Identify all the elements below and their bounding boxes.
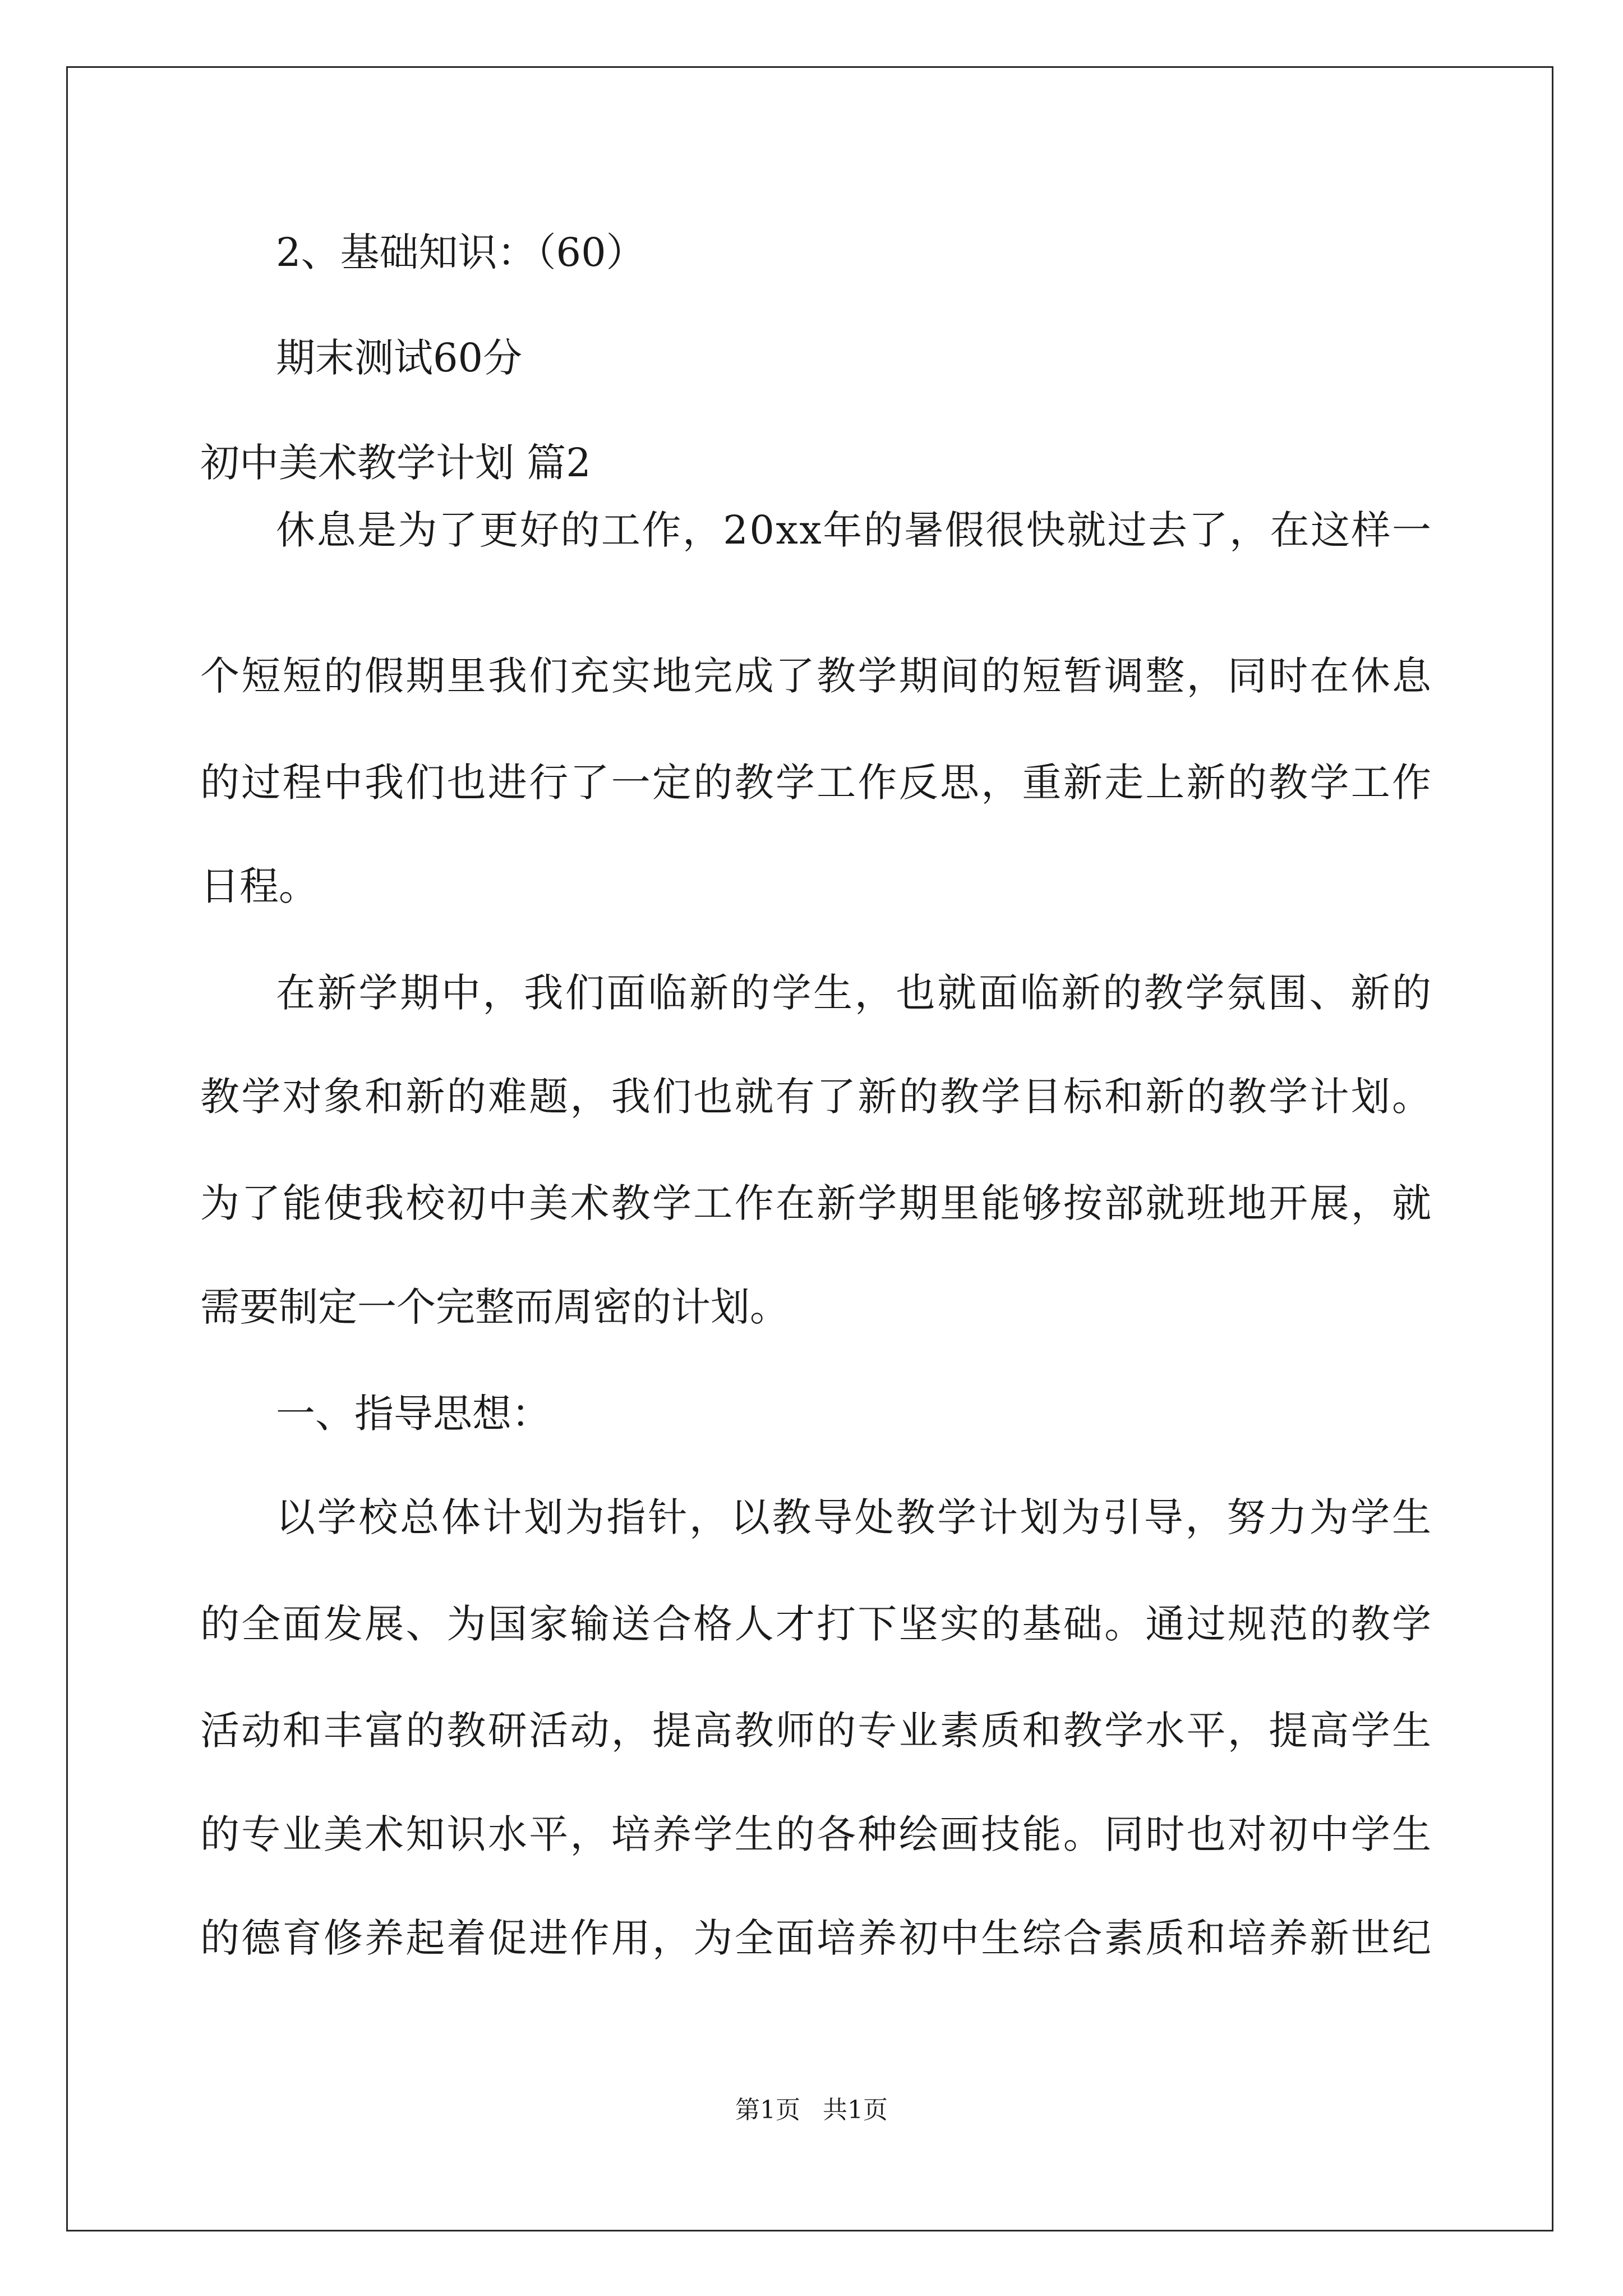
page-total: 共1页 (823, 2096, 888, 2124)
paragraph-3-line-1: 以学校总体计划为指针，以教导处教学计划为引导，努力为学生 (276, 1494, 1433, 1540)
section-heading-guiding: 一、指导思想： (276, 1391, 551, 1437)
paragraph-3-line-4: 的专业美术知识水平，培养学生的各种绘画技能。同时也对初中学生 (200, 1811, 1433, 1857)
paragraph-1-line-1: 休息是为了更好的工作，20xx年的暑假很快就过去了，在这样一 (276, 507, 1433, 553)
page-border (66, 66, 1553, 2231)
paragraph-1-line-3: 的过程中我们也进行了一定的教学工作反思，重新走上新的教学工作 (200, 760, 1433, 806)
page-footer (0, 2098, 1623, 2123)
paragraph-1-line-4: 日程。 (200, 863, 318, 909)
paragraph-2-line-4: 需要制定一个完整而周密的计划。 (200, 1284, 789, 1330)
paragraph-3-line-3: 活动和丰富的教研活动，提高教师的专业素质和教学水平，提高学生 (200, 1708, 1433, 1754)
paragraph-2-line-2: 教学对象和新的难题，我们也就有了新的教学目标和新的教学计划。 (200, 1074, 1433, 1120)
paragraph-2-line-1: 在新学期中，我们面临新的学生，也就面临新的教学氛围、新的 (276, 970, 1433, 1016)
paragraph-1-line-2: 个短短的假期里我们充实地完成了教学期间的短暂调整，同时在休息 (200, 653, 1433, 699)
page-number: 第1页 (735, 2096, 800, 2124)
exam-score-line: 期末测试60分 (276, 335, 523, 381)
article-heading: 初中美术教学计划 篇2 (200, 440, 591, 486)
paragraph-3-line-2: 的全面发展、为国家输送合格人才打下坚实的基础。通过规范的教学 (200, 1601, 1433, 1647)
section-item-2: 2、基础知识：（60） (276, 229, 645, 275)
paragraph-3-line-5: 的德育修养起着促进作用，为全面培养初中生综合素质和培养新世纪 (200, 1915, 1433, 1961)
paragraph-2-line-3: 为了能使我校初中美术教学工作在新学期里能够按部就班地开展，就 (200, 1180, 1433, 1226)
